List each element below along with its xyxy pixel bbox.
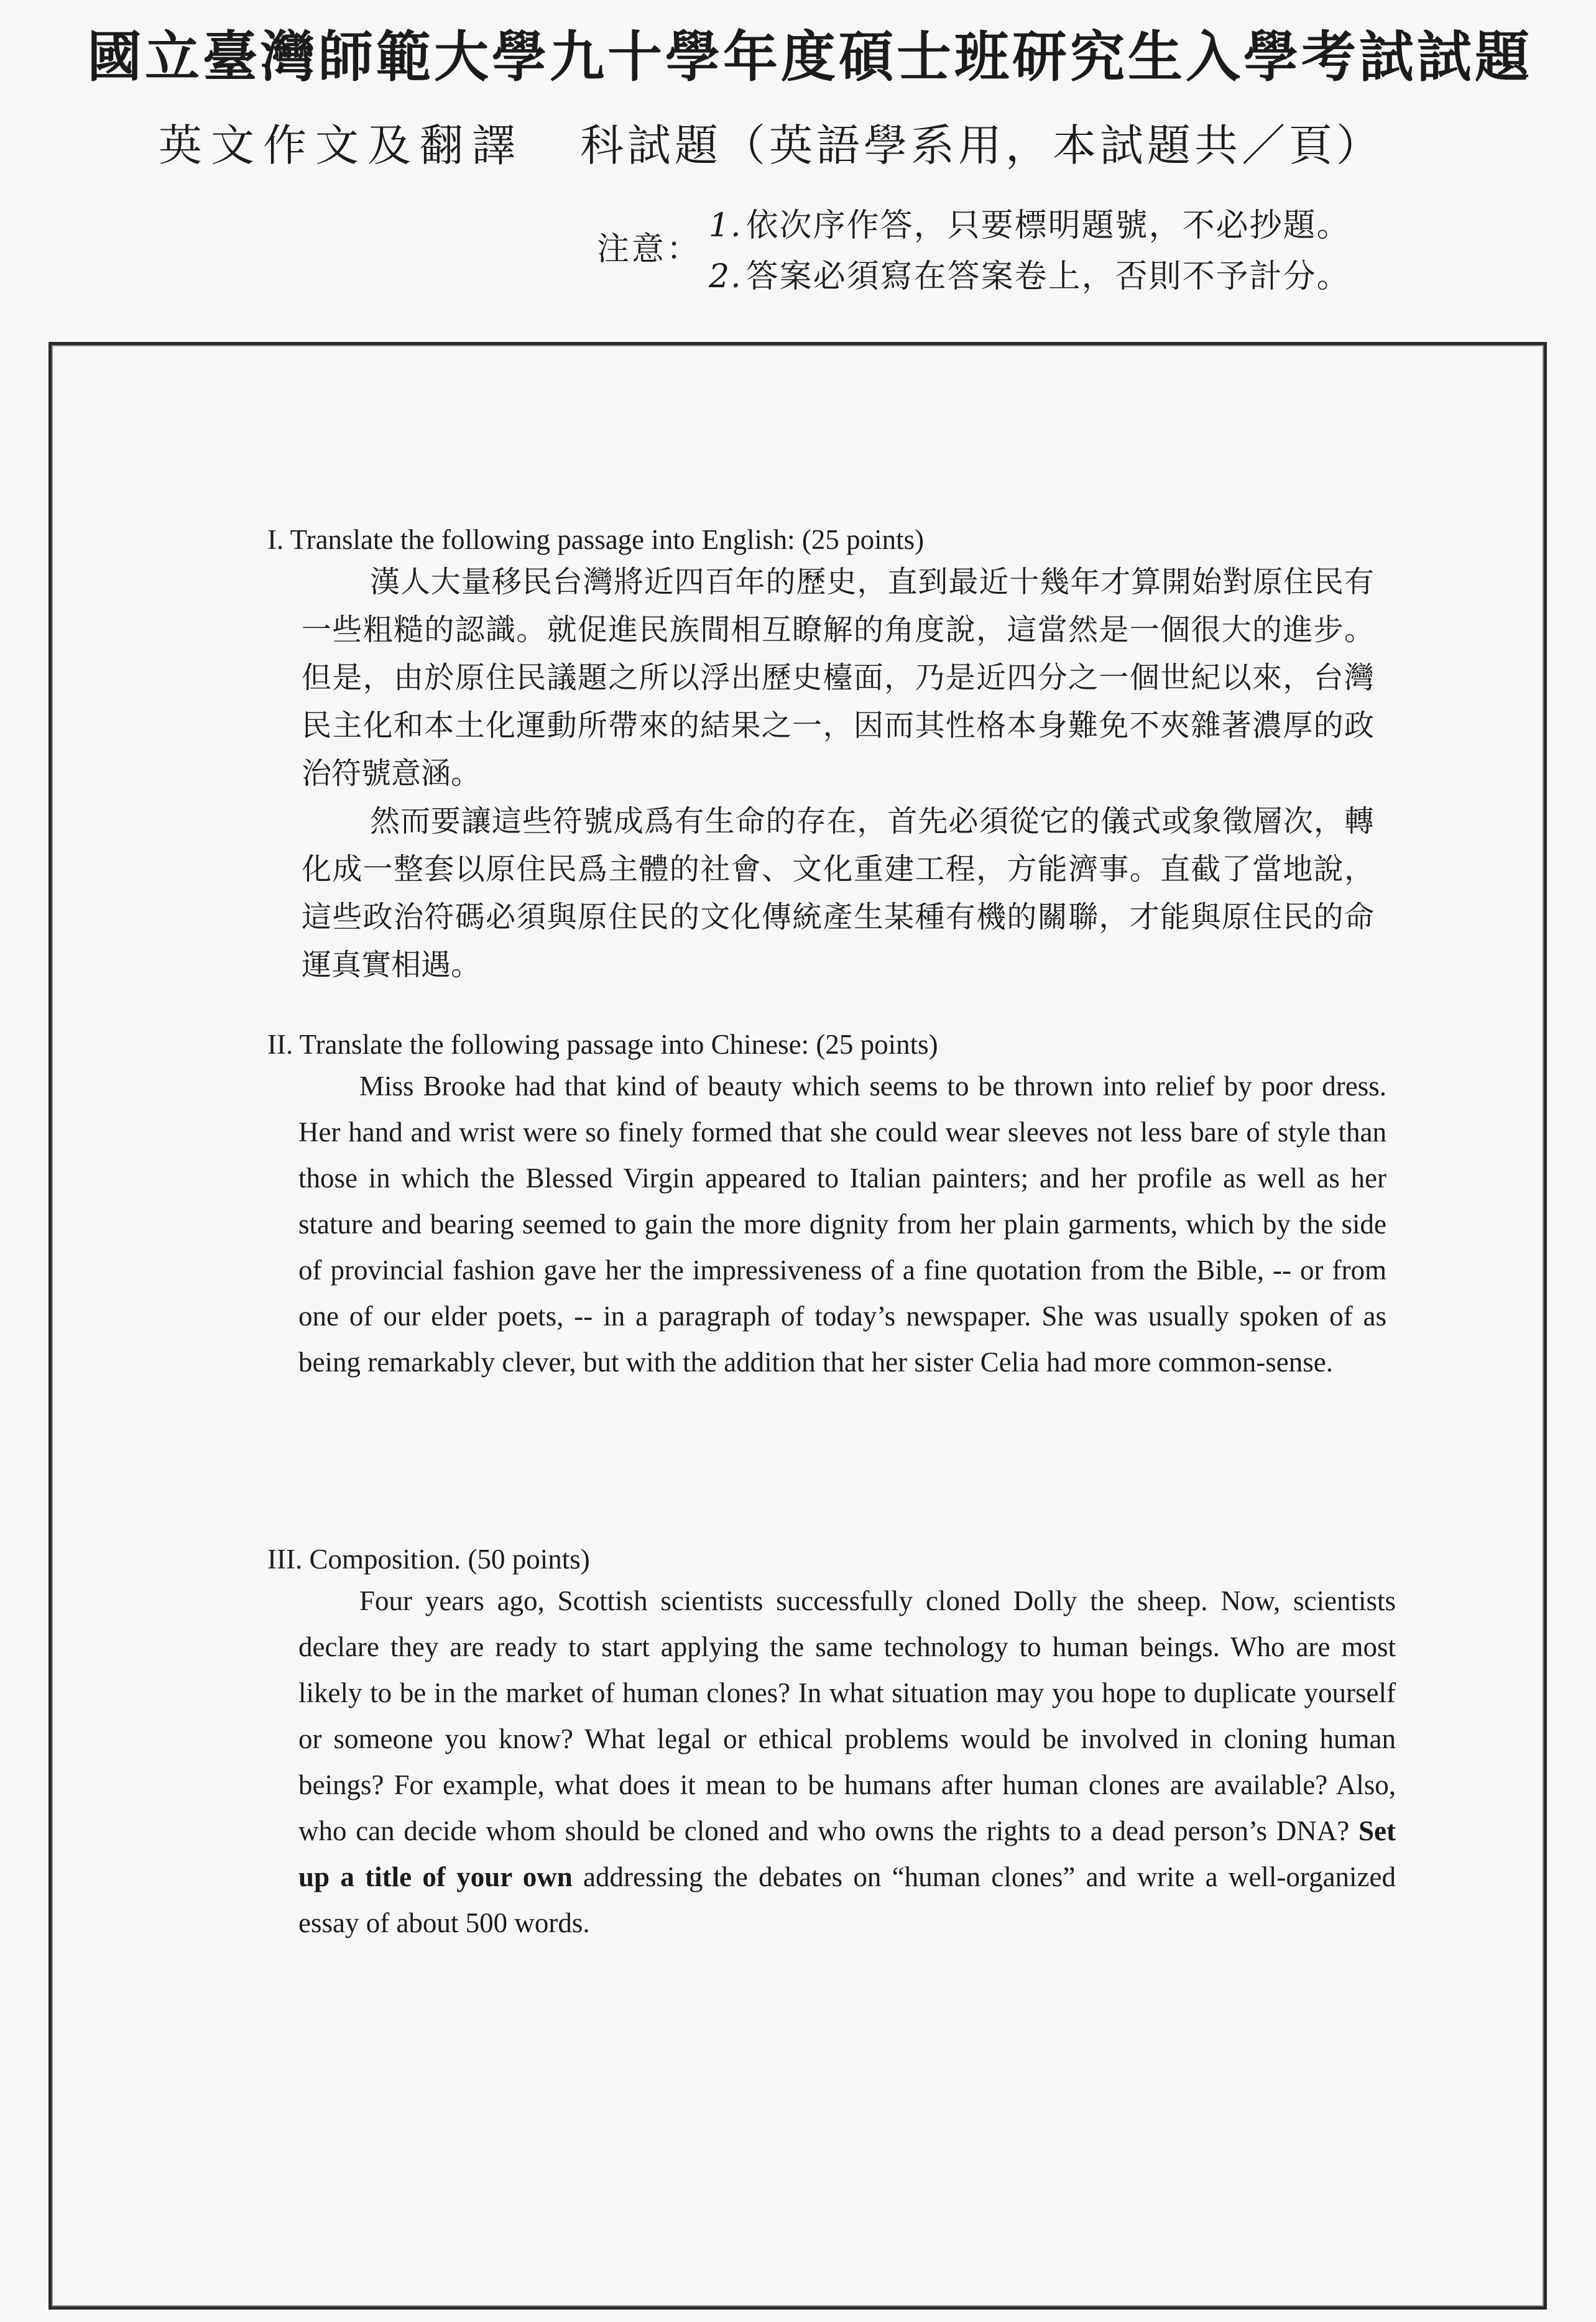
question-heading: I. Translate the following passage into English: (25 points) bbox=[267, 524, 925, 555]
notice-item-text: 答案必須寫在答案卷上，否則不予計分。 bbox=[745, 258, 1350, 295]
bold-instruction: Set up a title of your own bbox=[298, 1815, 1396, 1892]
notice-item-number: 2. bbox=[709, 258, 742, 295]
notice-item bbox=[709, 199, 1350, 246]
paragraph-text: Four years ago, Scottish scientists successfully cloned Dolly the sheep. Now, scientists declare they are ready to start applying the same technology to human beings. Who are most likely to be in the market of human clones? In what situation may you hope to duplicate yourself or someone you know? What legal or ethical problems would be involved in cloning human beings? For example, what does it mean to be humans after human clones are available? Also, who can decide whom should be cloned and who owns the rights to a dead person’s DNA? bbox=[298, 1585, 1396, 1846]
notice-block bbox=[597, 199, 1467, 298]
chinese-paragraph: 然而要讓這些符號成爲有生命的存在，首先必須從它的儀式或象徵層次，轉化成一整套以原住民爲主體的社會、文化重建工程，方能濟事。直截了當地說，這些政治符碼必須與原住民的文化傳統產生某種有機的關聯，才能與原住民的命運真實相遇。 bbox=[302, 804, 1374, 982]
subject-name: 英文作文及翻譯 bbox=[159, 120, 524, 171]
notice-label: 注意： bbox=[597, 231, 702, 268]
question-heading: III. Composition. (50 points) bbox=[267, 1544, 590, 1575]
notice-item-text: 依次序作答，只要標明題號，不必抄題。 bbox=[745, 207, 1350, 244]
exam-title: 國立臺灣師範大學九十學年度碩士班研究生入學考試試題 bbox=[87, 24, 1533, 89]
subject-info: 科試題（英語學系用，本試題共／頁） bbox=[580, 120, 1383, 171]
question-section-1 bbox=[267, 521, 1374, 989]
chinese-paragraph: 漢人大量移民台灣將近四百年的歷史，直到最近十幾年才算開始對原住民有一些粗糙的認識。就促進民族間相互瞭解的角度說，這當然是一個很大的進步。但是，由於原住民議題之所以浮出歷史檯面，乃是近四分之一個世紀以來，台灣民主化和本土化運動所帶來的結果之一，因而其性格本身難免不夾雜著濃厚的政治符號意涵。 bbox=[302, 564, 1374, 791]
subject-line bbox=[159, 111, 1383, 173]
notice-item-number: 1. bbox=[709, 207, 742, 244]
question-heading: II. Translate the following passage into Chinese: (25 points) bbox=[267, 1029, 938, 1060]
english-paragraph bbox=[267, 1578, 1396, 1946]
notice-item bbox=[709, 250, 1350, 297]
paragraph-text: addressing the debates on “human clones” and write a well-organized essay of about 500 words. bbox=[298, 1861, 1396, 1938]
english-paragraph: Miss Brooke had that kind of beauty which seems to be thrown into relief by poor dress. Her hand and wrist were so finely formed that she could wear sleeves not less bare of style than those in which the Blessed Virgin appeared to Italian painters; and her profile as well as her stature and bearing seemed to gain the more dignity from her plain garments, which by the side of provincial fashion gave her the impressiveness of a fine quotation from the Bible, -- or from one of our elder poets, -- in a paragraph of today’s newspaper. She was usually spoken of as being remarkably clever, but with the addition that her sister Celia had more common-sense. bbox=[298, 1071, 1386, 1378]
question-section-3 bbox=[267, 1541, 1396, 1946]
question-section-2 bbox=[267, 1026, 1386, 1385]
